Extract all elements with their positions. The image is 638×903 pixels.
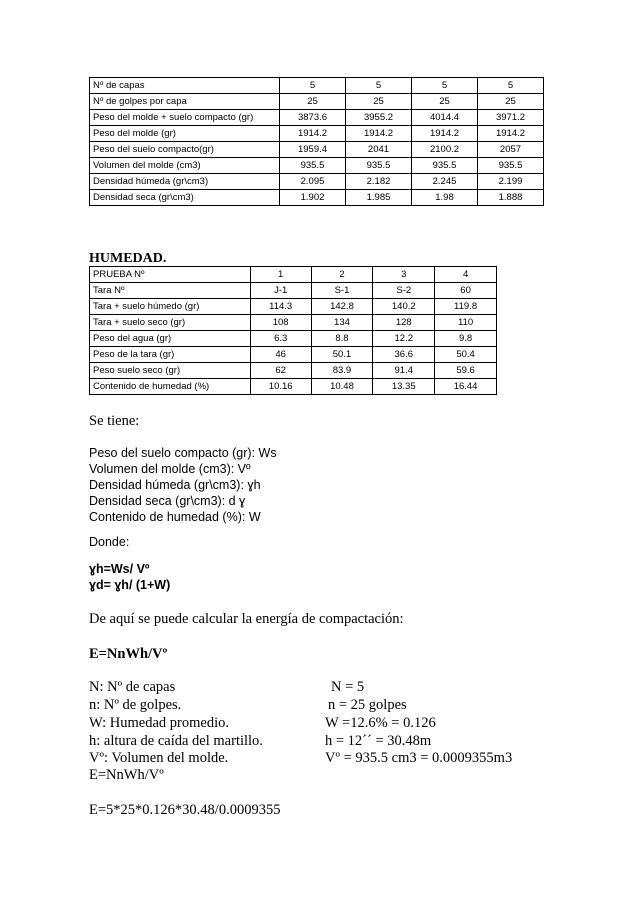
energy-formula-repeat: E=NnWh/Vº <box>89 767 164 783</box>
humedad-table-cell: 119.8 <box>435 299 497 315</box>
compaction-table-cell: 2041 <box>346 142 412 158</box>
humedad-table-row <box>90 267 497 283</box>
se-tiene-text: Se tiene: <box>89 413 140 429</box>
compaction-table-cell: 3971.2 <box>478 110 544 126</box>
var-left-3: h: altura de caída del martillo. <box>89 733 263 749</box>
humedad-table-row-label: Tara Nº <box>90 283 251 299</box>
compaction-table-cell: 5 <box>478 78 544 94</box>
energy-calculation: E=5*25*0.126*30.48/0.0009355 <box>89 802 281 818</box>
compaction-table-row-label: Densidad húmeda (gr\cm3) <box>90 174 280 190</box>
var-left-0: N: Nº de capas <box>89 679 176 695</box>
var-right-4: Vº = 935.5 cm3 = 0.0009355m3 <box>325 750 513 766</box>
humedad-table-cell: 60 <box>435 283 497 299</box>
compaction-table-cell: 5 <box>346 78 412 94</box>
compaction-table-cell: 2.182 <box>346 174 412 190</box>
definition-vo: Volumen del molde (cm3): Vº <box>89 462 251 476</box>
compaction-table-cell: 1.98 <box>412 190 478 206</box>
compaction-table-row-label: Peso del molde (gr) <box>90 126 280 142</box>
compaction-table-cell: 1914.2 <box>346 126 412 142</box>
humedad-table-cell: 10.48 <box>311 379 373 395</box>
humedad-table-cell: 62 <box>250 363 311 379</box>
definition-ws: Peso del suelo compacto (gr): Ws <box>89 446 277 460</box>
compaction-table-row <box>90 78 544 94</box>
var-right-0: N = 5 <box>331 679 365 695</box>
compaction-table-row <box>90 158 544 174</box>
humedad-table-cell: 128 <box>373 315 435 331</box>
humedad-table-cell: 6.3 <box>250 331 311 347</box>
compaction-table-row-label: Volumen del molde (cm3) <box>90 158 280 174</box>
humedad-table-row <box>90 283 497 299</box>
compaction-table-cell: 935.5 <box>412 158 478 174</box>
compaction-table-row <box>90 174 544 190</box>
humedad-table-body <box>90 267 497 395</box>
humedad-table-row <box>90 363 497 379</box>
compaction-table-cell: 2.245 <box>412 174 478 190</box>
compaction-table-cell: 5 <box>412 78 478 94</box>
energy-formula: E=NnWh/Vº <box>89 646 168 662</box>
humedad-table-row-label: Peso suelo seco (gr) <box>90 363 251 379</box>
humedad-table-row-label: Tara + suelo húmedo (gr) <box>90 299 251 315</box>
humedad-table-row <box>90 331 497 347</box>
de-aqui-text: De aquí se puede calcular la energía de compactación: <box>89 611 404 627</box>
var-right-3: h = 12´´ = 30.48m <box>325 733 432 749</box>
compaction-table-row-label: Peso del suelo compacto(gr) <box>90 142 280 158</box>
humedad-table-cell: 2 <box>311 267 373 283</box>
humedad-table-cell: S-2 <box>373 283 435 299</box>
compaction-table-row-label: Nº de golpes por capa <box>90 94 280 110</box>
humedad-heading: HUMEDAD. <box>89 251 167 266</box>
humedad-table-cell: 140.2 <box>373 299 435 315</box>
compaction-table-cell: 3955.2 <box>346 110 412 126</box>
compaction-table-cell: 25 <box>280 94 346 110</box>
var-left-4: Vº: Volumen del molde. <box>89 750 229 766</box>
humedad-table-row-label: Tara + suelo seco (gr) <box>90 315 251 331</box>
compaction-table-row <box>90 110 544 126</box>
humedad-table-cell: 142.8 <box>311 299 373 315</box>
humedad-table-cell: S-1 <box>311 283 373 299</box>
compaction-table-cell: 2.199 <box>478 174 544 190</box>
compaction-table-cell: 935.5 <box>478 158 544 174</box>
humedad-table-cell: 134 <box>311 315 373 331</box>
definition-wet-density: Densidad húmeda (gr\cm3): ɣh <box>89 478 261 492</box>
humedad-table-cell: 108 <box>250 315 311 331</box>
compaction-table-cell: 2.095 <box>280 174 346 190</box>
humedad-table-cell: 4 <box>435 267 497 283</box>
humedad-table-cell: J-1 <box>250 283 311 299</box>
compaction-table-cell: 935.5 <box>346 158 412 174</box>
humedad-table-row-label: Peso del agua (gr) <box>90 331 251 347</box>
humedad-table-cell: 114.3 <box>250 299 311 315</box>
humedad-table-cell: 50.1 <box>311 347 373 363</box>
humedad-table-cell: 59.6 <box>435 363 497 379</box>
var-left-2: W: Humedad promedio. <box>89 715 229 731</box>
compaction-table-cell: 25 <box>346 94 412 110</box>
humedad-table-row-label: Contenido de humedad (%) <box>90 379 251 395</box>
compaction-table-cell: 5 <box>280 78 346 94</box>
compaction-table-row <box>90 94 544 110</box>
formula-dry-density: ɣd= ɣh/ (1+W) <box>89 578 171 592</box>
humedad-table-cell: 50.4 <box>435 347 497 363</box>
var-left-1: n: Nº de golpes. <box>89 697 182 713</box>
definition-moisture: Contenido de humedad (%): W <box>89 510 261 524</box>
compaction-table-cell: 25 <box>412 94 478 110</box>
compaction-table-cell: 1914.2 <box>412 126 478 142</box>
compaction-table-cell: 935.5 <box>280 158 346 174</box>
humedad-table-cell: 91.4 <box>373 363 435 379</box>
humedad-table-cell: 9.8 <box>435 331 497 347</box>
var-right-2: W =12.6% = 0.126 <box>325 715 436 731</box>
humedad-table-row <box>90 347 497 363</box>
humedad-table-cell: 16.44 <box>435 379 497 395</box>
humedad-table-row <box>90 299 497 315</box>
var-right-1: n = 25 golpes <box>328 697 407 713</box>
compaction-table-row-label: Nº de capas <box>90 78 280 94</box>
compaction-table-cell: 1914.2 <box>280 126 346 142</box>
compaction-table-cell: 3873.6 <box>280 110 346 126</box>
compaction-table-cell: 4014.4 <box>412 110 478 126</box>
compaction-table-row <box>90 190 544 206</box>
humedad-table-cell: 8.8 <box>311 331 373 347</box>
humedad-table-cell: 12.2 <box>373 331 435 347</box>
humedad-table-row-label: PRUEBA Nº <box>90 267 251 283</box>
humedad-table-cell: 13.35 <box>373 379 435 395</box>
compaction-table-row <box>90 142 544 158</box>
compaction-table-body <box>90 78 544 206</box>
humedad-table-cell: 36.6 <box>373 347 435 363</box>
formula-wet-density: ɣh=Ws/ Vº <box>89 562 150 576</box>
humedad-table-cell: 110 <box>435 315 497 331</box>
humedad-table-cell: 1 <box>250 267 311 283</box>
humedad-table <box>89 266 497 395</box>
compaction-table-cell: 2057 <box>478 142 544 158</box>
compaction-table <box>89 77 544 206</box>
compaction-table-cell: 1914.2 <box>478 126 544 142</box>
humedad-table-cell: 10.16 <box>250 379 311 395</box>
humedad-table-cell: 3 <box>373 267 435 283</box>
humedad-table-row-label: Peso de la tara (gr) <box>90 347 251 363</box>
compaction-table-row-label: Densidad seca (gr\cm3) <box>90 190 280 206</box>
compaction-table-cell: 1959.4 <box>280 142 346 158</box>
definition-dry-density: Densidad seca (gr\cm3): d ɣ <box>89 494 246 508</box>
compaction-table-cell: 1.888 <box>478 190 544 206</box>
compaction-table-row <box>90 126 544 142</box>
compaction-table-cell: 1.902 <box>280 190 346 206</box>
compaction-table-cell: 2100.2 <box>412 142 478 158</box>
humedad-table-row <box>90 315 497 331</box>
humedad-table-cell: 46 <box>250 347 311 363</box>
compaction-table-cell: 1.985 <box>346 190 412 206</box>
humedad-table-cell: 83.9 <box>311 363 373 379</box>
compaction-table-cell: 25 <box>478 94 544 110</box>
donde-text: Donde: <box>89 535 130 549</box>
compaction-table-row-label: Peso del molde + suelo compacto (gr) <box>90 110 280 126</box>
humedad-table-row <box>90 379 497 395</box>
